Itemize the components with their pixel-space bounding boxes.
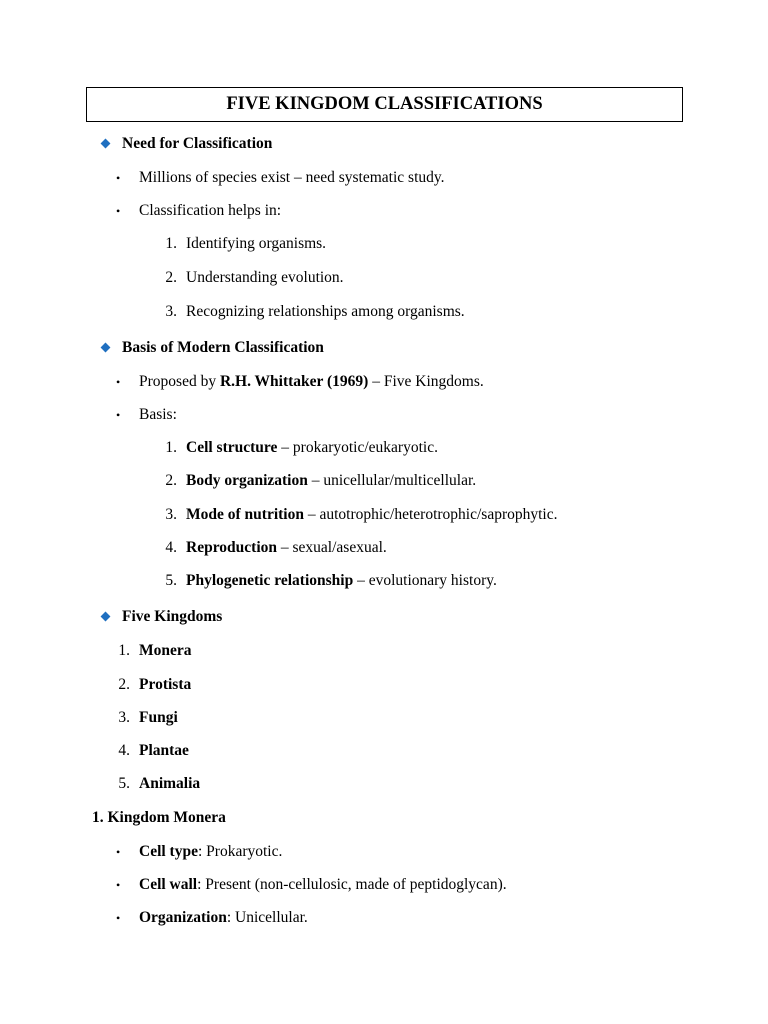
- description: – evolutionary history.: [353, 572, 497, 589]
- list-item: [139, 372, 484, 392]
- list-number: 5.: [118, 775, 130, 792]
- list-item: Protista: [139, 676, 192, 693]
- list-item: Identifying organisms.: [186, 235, 327, 252]
- list-item: [139, 842, 282, 862]
- bullet-icon: •: [116, 408, 121, 422]
- term: Cell structure: [186, 439, 278, 456]
- diamond-bullet-icon: [101, 343, 111, 353]
- bullet-icon: •: [116, 375, 121, 389]
- list-item: Understanding evolution.: [186, 269, 344, 286]
- list-item: [186, 571, 497, 591]
- bullet-icon: •: [116, 171, 121, 185]
- section-heading-need: Need for Classification: [122, 135, 273, 152]
- bullet-icon: •: [116, 878, 121, 892]
- term: Phylogenetic relationship: [186, 572, 354, 589]
- list-item: [139, 908, 308, 928]
- list-number: 3.: [165, 303, 177, 320]
- diamond-bullet-icon: [101, 139, 111, 149]
- description: : Prokaryotic.: [197, 843, 283, 860]
- list-item: Fungi: [139, 709, 178, 726]
- description: – sexual/asexual.: [277, 539, 387, 556]
- description: – unicellular/multicellular.: [307, 472, 477, 489]
- list-number: 3.: [165, 506, 177, 523]
- list-item: Millions of species exist – need systematic study.: [139, 169, 445, 186]
- section-heading-monera: 1. Kingdom Monera: [92, 809, 226, 826]
- list-number: 1.: [118, 642, 130, 659]
- description: : Present (non-cellulosic, made of peptidoglycan).: [197, 876, 507, 893]
- list-number: 1.: [165, 439, 177, 456]
- term: Organization: [139, 909, 227, 926]
- list-number: 1.: [165, 235, 177, 252]
- list-item: Plantae: [139, 742, 189, 759]
- list-number: 2.: [118, 676, 130, 693]
- list-item: Monera: [139, 642, 192, 659]
- term: Mode of nutrition: [186, 506, 304, 523]
- page-title: FIVE KINGDOM CLASSIFICATIONS: [86, 87, 683, 122]
- bullet-icon: •: [116, 911, 121, 925]
- description: – autotrophic/heterotrophic/saprophytic.: [303, 506, 558, 523]
- list-number: 2.: [165, 472, 177, 489]
- list-number: 4.: [165, 539, 177, 556]
- list-item: Basis:: [139, 406, 177, 423]
- term: Cell wall: [139, 876, 198, 893]
- description: – prokaryotic/eukaryotic.: [277, 439, 438, 456]
- description: : Unicellular.: [226, 909, 308, 926]
- list-item: [186, 438, 438, 458]
- list-item: [186, 505, 558, 525]
- list-number: 2.: [165, 269, 177, 286]
- term: Reproduction: [186, 539, 278, 556]
- text-segment: – Five Kingdoms.: [368, 373, 484, 390]
- list-number: 5.: [165, 572, 177, 589]
- bullet-icon: •: [116, 204, 121, 218]
- list-item: Animalia: [139, 775, 201, 792]
- term: Cell type: [139, 843, 198, 860]
- diamond-bullet-icon: [101, 612, 111, 622]
- author-name: R.H. Whittaker (1969): [219, 373, 369, 390]
- list-item: [186, 471, 476, 491]
- list-number: 4.: [118, 742, 130, 759]
- list-item: [186, 538, 387, 558]
- bullet-icon: •: [116, 845, 121, 859]
- list-item: Recognizing relationships among organisms.: [186, 303, 465, 320]
- list-item: Classification helps in:: [139, 202, 282, 219]
- section-heading-basis: Basis of Modern Classification: [122, 339, 324, 356]
- term: Body organization: [186, 472, 308, 489]
- list-number: 3.: [118, 709, 130, 726]
- section-heading-kingdoms: Five Kingdoms: [122, 608, 223, 625]
- text-segment: Proposed by: [139, 373, 220, 390]
- list-item: [139, 875, 507, 895]
